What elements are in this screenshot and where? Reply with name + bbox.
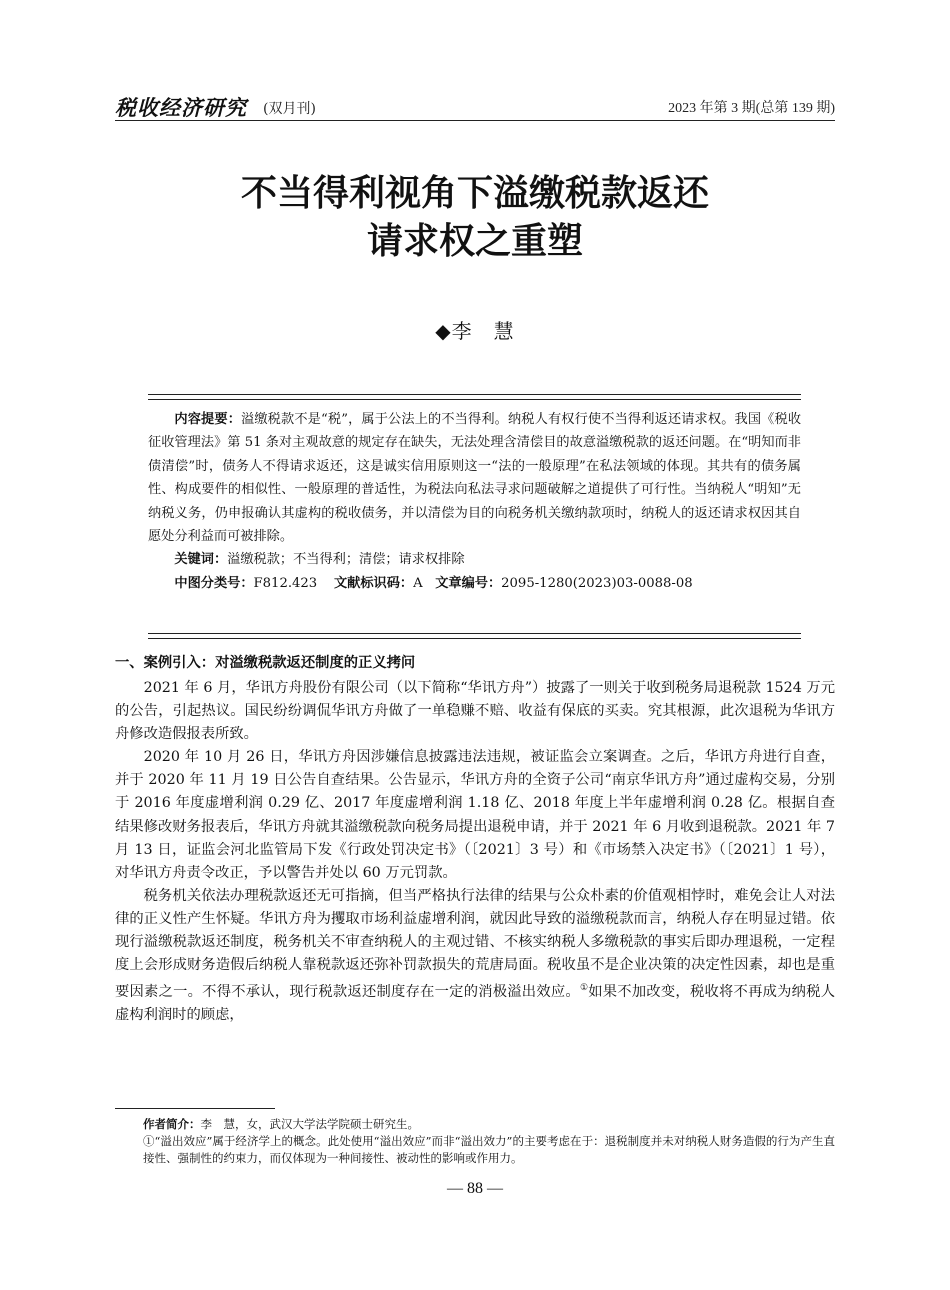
abstract-block [148, 408, 801, 595]
keywords-line [148, 548, 801, 571]
doc-code-label: 文献标识码： [333, 575, 414, 591]
article-no-label: 文章编号： [435, 575, 502, 591]
abstract-paragraph [148, 408, 801, 548]
abstract-label: 内容提要： [174, 412, 242, 427]
paragraph-3-part-b: 如果不加改变，税收将不再成为纳税人虚构利润时的顾虑， [115, 983, 836, 1024]
journal-frequency: (双月刊) [263, 101, 316, 117]
author-note [115, 1116, 835, 1133]
author-note-text: 李 慧，女，武汉大学法学院硕士研究生。 [200, 1117, 419, 1131]
issue-info: 2023 年第 3 期(总第 139 期) [668, 101, 835, 116]
clc-value: F812.423 [253, 575, 318, 591]
footnote-rule [115, 1108, 275, 1109]
clc-label: 中图分类号： [174, 575, 254, 591]
running-header [115, 92, 835, 121]
article-no-value: 2095-1280(2023)03-0088-08 [501, 575, 693, 591]
body-paragraph-3 [115, 885, 835, 1027]
abstract-top-rule [148, 394, 801, 400]
classification-line [148, 572, 801, 595]
section-heading: 一、案例引入：对溢缴税款返还制度的正义拷问 [115, 655, 416, 671]
body-paragraph-2: 2020 年 10 月 26 日，华讯方舟因涉嫌信息披露违法违规，被证监会立案调查。之后，华讯方舟进行自查，并于 2020 年 11 月 19 日公告自查结果。公告显示，华讯方舟的全资子公司“南京华讯方舟”通过虚构交易，分别于 2016 年度虚增利润 0.29 亿、2017 年度虚增利润 1.18 亿、2018 年度上半年虚增利润 0.28 亿。根据自查结果修改财务报表后，华讯方舟就其溢缴税款向税务局提出退税申请，并于 2021 年 6 月收到退税款。2021 年 7 月 13 日，证监会河北监管局下发《行政处罚决定书》（〔2021〕3 号）和《市场禁入决定书》（〔2021〕1 号），对华讯方舟责令改正，予以警告并处以 60 万元罚款。 [115, 749, 835, 881]
paragraph-3-part-a: 税务机关依法办理税款返还无可指摘，但当严格执行法律的结果与公众朴素的价值观相悖时，难免会让人对法律的正义性产生怀疑。华讯方舟为攫取市场利益虚增利润，就因此导致的溢缴税款而言，纳税人存在明显过错。依现行溢缴税款返还制度，税务机关不审查纳税人的主观过错、不核实纳税人多缴税款的事实后即办理退税，一定程度上会形成财务造假后纳税人靠税款返还弥补罚款损失的荒唐局面。税收虽不是企业决策的决定性因素，却也是重要因素之一。不得不承认，现行税款返还制度存在一定的消极溢出效应。 [115, 887, 835, 1000]
title-line-2: 请求权之重塑 [366, 221, 583, 262]
title-line-1: 不当得利视角下溢缴税款返还 [240, 173, 709, 214]
abstract-bottom-rule [148, 633, 801, 639]
doc-code-value: A [413, 575, 423, 591]
keywords-label: 关键词： [174, 552, 228, 568]
page-number: — 88 — [447, 1180, 503, 1197]
footnotes [115, 1116, 835, 1167]
journal-logo: 税收经济研究 [115, 95, 247, 120]
footnote-1: ①“溢出效应”属于经济学上的概念。此处使用“溢出效应”而非“溢出效力”的主要考虑在于：退税制度并未对纳税人财务造假的行为产生直接性、强制性的约束力，而仅体现为一种间接性、被动性的影响或作用力。 [143, 1134, 835, 1165]
abstract-text: 溢缴税款不是“税”，属于公法上的不当得利。纳税人有权行使不当得利返还请求权。我国《税收征收管理法》第 51 条对主观故意的规定存在缺失，无法处理含清偿目的故意溢缴税款的返还问题。在“明知而非债清偿”时，债务人不得请求返还，这是诚实信用原则这一“法的一般原理”在私法领域的体现。其共有的债务属性、构成要件的相似性、一般原理的普适性，为税法向私法寻求问题破解之道提供了可行性。当纳税人“明知”无纳税义务，仍申报确认其虚构的税收债务，并以清偿为目的向税务机关缴纳款项时，纳税人的返还请求权因其自愿处分利益而可被排除。 [148, 412, 802, 545]
author-byline: ◆李 慧 [435, 319, 515, 343]
author-note-label: 作者简介： [143, 1117, 201, 1131]
article-body [115, 652, 835, 1027]
keywords-text: 溢缴税款；不当得利；清偿；请求权排除 [227, 552, 465, 568]
article-title [0, 170, 950, 266]
body-paragraph-1: 2021 年 6 月，华讯方舟股份有限公司（以下简称“华讯方舟”）披露了一则关于收到税务局退税款 1524 万元的公告，引起热议。国民纷纷调侃华讯方舟做了一单稳赚不赔、收益有保底的买卖。究其根源，此次退税为华讯方舟修改造假报表所致。 [115, 680, 835, 743]
footnote-ref-1[interactable]: ① [579, 983, 589, 994]
